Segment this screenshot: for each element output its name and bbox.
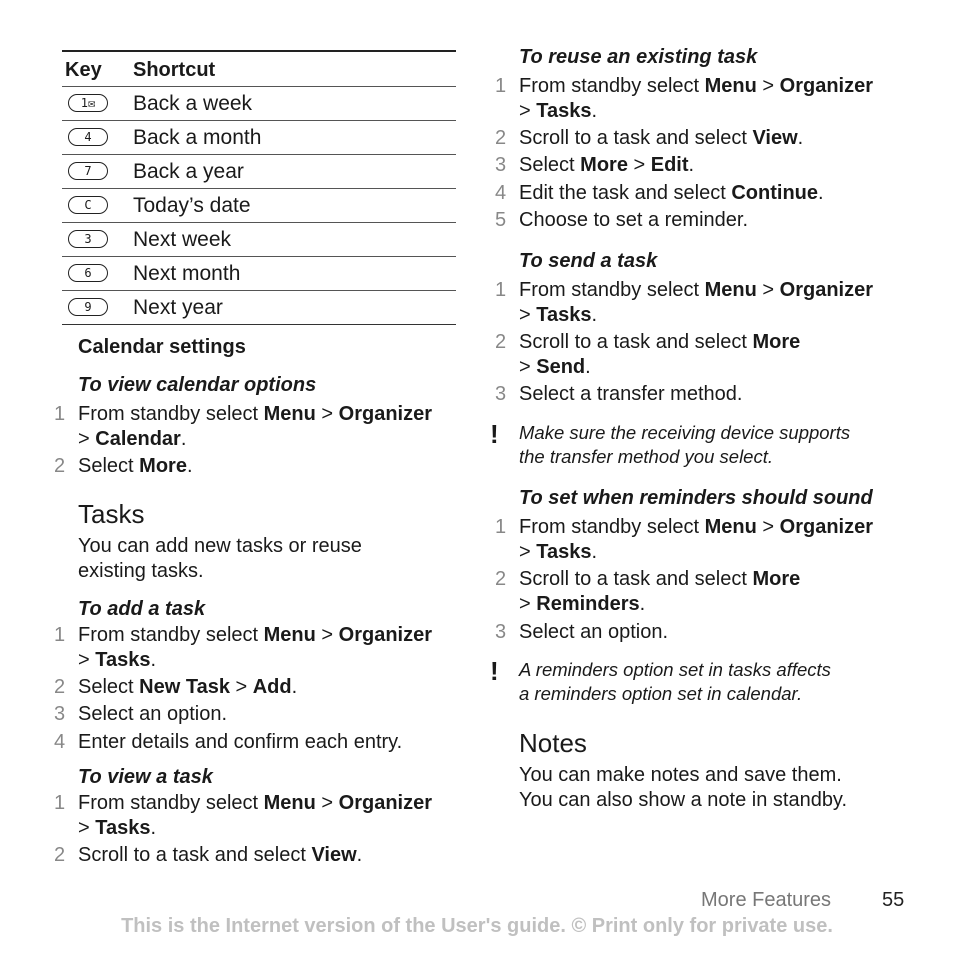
notes-intro: You can make notes and save them. You can also show a note in standby. [519, 764, 848, 811]
shortcut-table [62, 50, 456, 325]
list-item: 5 Choose to set a reminder. [495, 209, 749, 231]
list-item: 2 Scroll to a task and select More > Reminders. [495, 568, 801, 615]
tasks-intro: You can add new tasks or reuse existing tasks. [78, 535, 362, 582]
table-row [62, 87, 456, 121]
keypad-key-icon: 7 [68, 162, 108, 180]
header-shortcut: Shortcut [133, 59, 216, 81]
view-task-heading: To view a task [78, 766, 213, 788]
list-item: 1 From standby select Menu > Organizer > Tasks. [54, 792, 432, 839]
footer-notice: This is the Internet version of the User's guide. © Print only for private use. [121, 915, 833, 937]
view-calendar-options-heading: To view calendar options [78, 374, 317, 396]
list-item: 1 From standby select Menu > Organizer > Tasks. [495, 516, 873, 563]
reminders-heading: To set when reminders should sound [519, 487, 873, 509]
table-row [62, 223, 456, 257]
transfer-note: Make sure the receiving device supports the transfer method you select. [519, 422, 851, 467]
table-row [62, 189, 456, 223]
keypad-key-icon: 3 [68, 230, 108, 248]
list-item: 3 Select an option. [495, 621, 668, 643]
list-item: 1 From standby select Menu > Organizer > Tasks. [495, 75, 873, 122]
shortcut-label: Next month [133, 262, 241, 285]
warning-icon: ! [490, 656, 499, 686]
list-item: 2 Scroll to a task and select View. [54, 844, 363, 866]
list-item: 3 Select an option. [54, 703, 227, 725]
list-item: 3 Select More > Edit. [495, 154, 695, 176]
calendar-settings-heading: Calendar settings [78, 336, 246, 358]
table-row [62, 257, 456, 291]
keypad-key-icon: 4 [68, 128, 108, 146]
list-item: 2 Scroll to a task and select More > Send. [495, 331, 801, 378]
list-item: 2 Select More. [54, 455, 193, 477]
reuse-task-heading: To reuse an existing task [519, 46, 758, 68]
table-row [62, 155, 456, 189]
shortcut-label: Back a month [133, 126, 262, 149]
add-task-heading: To add a task [78, 598, 206, 620]
header-key: Key [65, 59, 102, 81]
table-row [62, 291, 456, 325]
warning-icon: ! [490, 419, 499, 449]
keypad-key-icon: 9 [68, 298, 108, 316]
footer-section-name: More Features [701, 889, 832, 911]
table-row [62, 121, 456, 155]
shortcut-label: Back a year [133, 160, 244, 183]
keypad-key-icon: 1✉ [68, 94, 108, 112]
list-item: 1 From standby select Menu > Organizer > Tasks. [54, 624, 432, 671]
keypad-key-icon: C [68, 196, 108, 214]
shortcut-label: Next week [133, 228, 232, 251]
list-item: 2 Scroll to a task and select View. [495, 127, 804, 149]
keypad-key-icon: 6 [68, 264, 108, 282]
list-item: 2 Select New Task > Add. [54, 676, 298, 698]
list-item: 1 From standby select Menu > Organizer > Calendar. [54, 403, 432, 450]
list-item: 4 Enter details and confirm each entry. [54, 731, 403, 753]
list-item: 3 Select a transfer method. [495, 383, 743, 405]
shortcut-label: Back a week [133, 92, 253, 115]
list-item: 1 From standby select Menu > Organizer > Tasks. [495, 279, 873, 326]
table-header [62, 50, 456, 87]
notes-heading: Notes [519, 728, 587, 758]
shortcut-label: Today’s date [133, 194, 251, 217]
reminders-note: A reminders option set in tasks affects a reminders option set in calendar. [519, 659, 831, 704]
shortcut-label: Next year [133, 296, 223, 319]
send-task-heading: To send a task [519, 250, 658, 272]
page-number: 55 [882, 889, 905, 911]
tasks-heading: Tasks [78, 499, 145, 529]
list-item: 4 Edit the task and select Continue. [495, 182, 824, 204]
